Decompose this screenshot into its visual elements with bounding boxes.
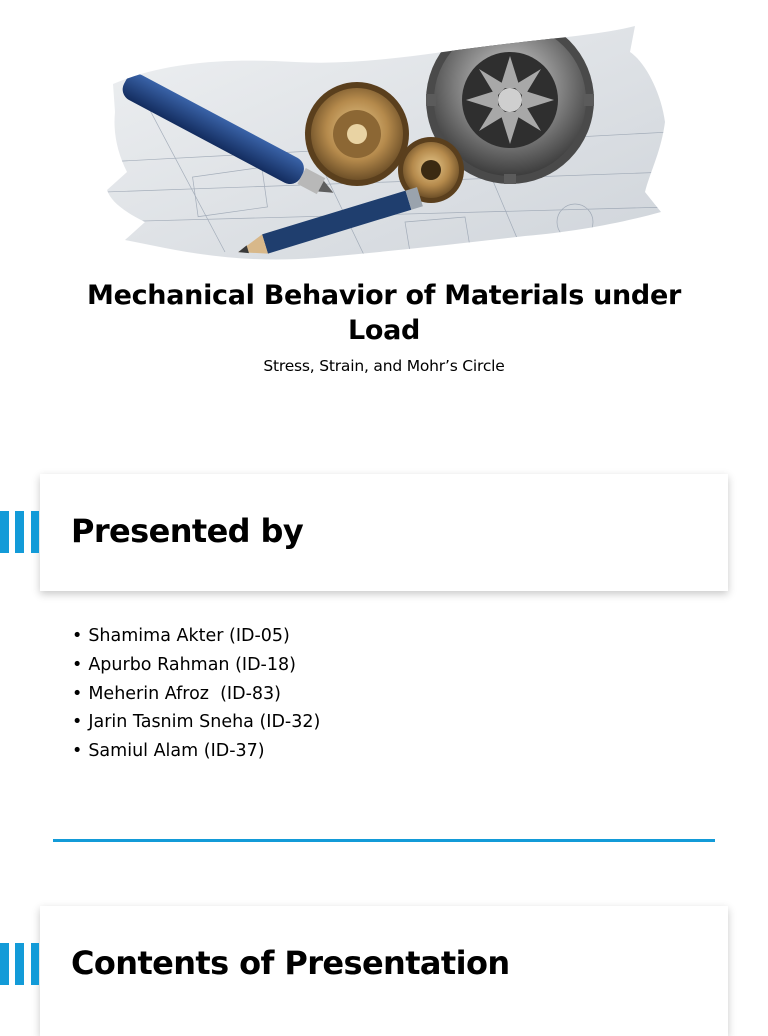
contents-heading: Contents of Presentation [71, 944, 510, 982]
engineering-gears-blueprint-image [105, 22, 670, 262]
hero-image [105, 22, 670, 262]
list-item: • Apurbo Rahman (ID-18) [72, 654, 296, 675]
list-item: • Meherin Afroz (ID-83) [72, 683, 281, 704]
section-accent-bars [0, 511, 42, 553]
presented-by-heading: Presented by [71, 512, 304, 550]
list-item: • Samiul Alam (ID-37) [72, 741, 265, 762]
presenter-list [72, 622, 320, 766]
section-divider [53, 839, 715, 842]
list-item: • Jarin Tasnim Sneha (ID-32) [72, 712, 321, 733]
slide-title: Mechanical Behavior of Materials under Load [87, 280, 681, 346]
list-item: • Shamima Akter (ID-05) [72, 626, 290, 646]
slide-subtitle: Stress, Strain, and Mohr’s Circle [263, 357, 505, 375]
section-accent-bars [0, 943, 42, 985]
